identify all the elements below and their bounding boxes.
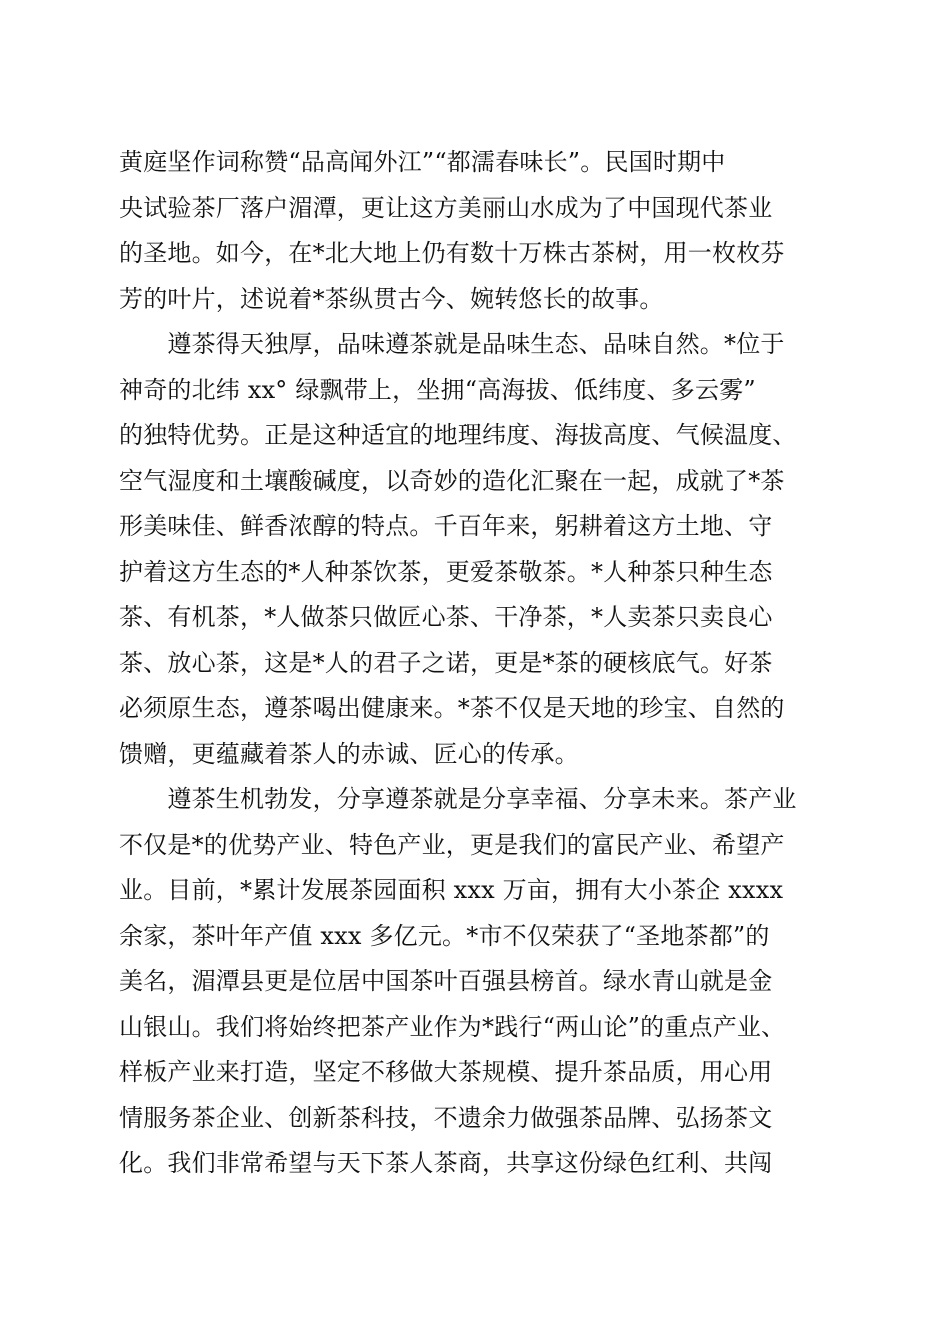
text-line: 不仅是*的优势产业、特色产业，更是我们的富民产业、希望产 xyxy=(119,830,785,859)
text-line: 必须原生态，遵茶喝出健康来。*茶不仅是天地的珍宝、自然的 xyxy=(119,694,785,722)
paragraph-start-line: 遵茶得天独厚，品味遵茶就是品味生态、品味自然。*位于 xyxy=(119,330,785,358)
text-line: 业。目前，*累计发展茶园面积 xxx 万亩，拥有大小茶企 xxxx xyxy=(119,876,784,904)
text-line: 茶、放心茶，这是*人的君子之诺，更是*茶的硬核底气。好茶 xyxy=(119,648,773,677)
text-line: 化。我们非常希望与天下茶人茶商，共享这份绿色红利、共闯 xyxy=(119,1149,773,1177)
text-line: 情服务茶企业、创新茶科技，不遗余力做强茶品牌、弘扬茶文 xyxy=(119,1103,773,1132)
text-line: 央试验茶厂落户湄潭，更让这方美丽山水成为了中国现代茶业 xyxy=(119,193,773,222)
text-line: 馈赠，更蕴藏着茶人的赤诚、匠心的传承。 xyxy=(119,739,579,768)
text-line: 黄庭坚作词称赞“品高闻外江”“都濡春味长”。民国时期中 xyxy=(119,148,726,176)
paragraph-start-line: 遵茶生机勃发，分享遵茶就是分享幸福、分享未来。茶产业 xyxy=(119,785,797,813)
text-line: 神奇的北纬 xx° 绿飘带上，坐拥“高海拔、低纬度、多云雾” xyxy=(119,375,756,404)
text-line: 余家，茶叶年产值 xxx 多亿元。*市不仅荣获了“圣地茶都”的 xyxy=(119,921,770,950)
text-line: 芳的叶片，述说着*茶纵贯古今、婉转悠长的故事。 xyxy=(119,284,664,313)
text-line: 样板产业来打造，坚定不移做大茶规模、提升茶品质，用心用 xyxy=(119,1058,773,1086)
text-line: 空气湿度和土壤酸碱度，以奇妙的造化汇聚在一起，成就了*茶 xyxy=(119,466,785,495)
text-line: 的圣地。如今，在*北大地上仍有数十万株古茶树，用一枚枚芬 xyxy=(119,239,785,267)
body-text xyxy=(119,140,839,1187)
text-line: 形美味佳、鲜香浓醇的特点。千百年来，躬耕着这方土地、守 xyxy=(119,512,773,540)
text-line: 茶、有机茶，*人做茶只做匠心茶、干净茶，*人卖茶只卖良心 xyxy=(119,603,773,631)
text-line: 美名，湄潭县更是位居中国茶叶百强县榜首。绿水青山就是金 xyxy=(119,967,773,995)
text-line: 护着这方生态的*人种茶饮茶，更爱茶敬茶。*人种茶只种生态 xyxy=(119,557,773,586)
text-line: 的独特优势。正是这种适宜的地理纬度、海拔高度、气候温度、 xyxy=(119,421,797,449)
text-line: 山银山。我们将始终把茶产业作为*践行“两山论”的重点产业、 xyxy=(119,1012,786,1041)
